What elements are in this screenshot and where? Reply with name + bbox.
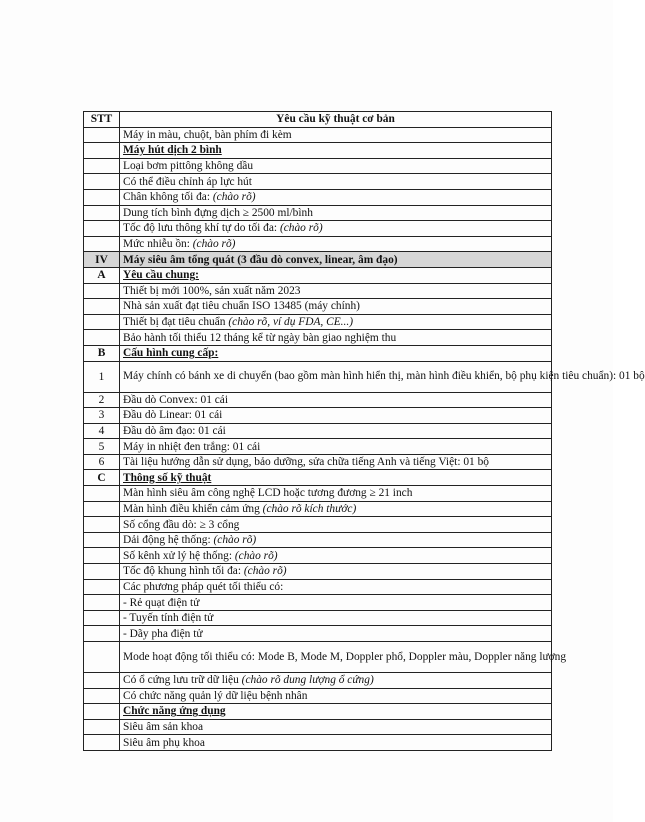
requirement-text: Máy hút dịch 2 bình xyxy=(123,144,222,157)
table-row xyxy=(84,532,552,548)
table-row xyxy=(84,252,552,268)
requirement-note: (chào rõ dung lượng ổ cứng) xyxy=(241,674,374,687)
table-row xyxy=(84,189,552,205)
requirement-text: - Rẻ quạt điện tử xyxy=(123,596,200,609)
requirement-note: (chào rõ) xyxy=(213,534,257,547)
requirement-text: Thiết bị đạt tiêu chuẩn xyxy=(123,316,229,329)
table-header xyxy=(84,112,552,128)
requirement-text: Mức nhiễu ồn: xyxy=(123,238,193,251)
requirement-cell xyxy=(120,642,567,673)
requirement-cell xyxy=(120,735,552,751)
requirement-cell xyxy=(120,501,552,517)
requirement-cell xyxy=(120,704,552,720)
table-row xyxy=(84,688,552,704)
table-body xyxy=(84,127,645,750)
requirement-text: Đầu dò âm đạo: 01 cái xyxy=(123,424,226,437)
table-row xyxy=(84,719,552,735)
table-row xyxy=(84,423,552,439)
requirement-text: Tốc độ khung hình tối đa: xyxy=(123,565,244,578)
requirement-text: Số kênh xử lý hệ thống: xyxy=(123,549,235,562)
requirement-cell xyxy=(120,626,552,642)
requirement-text: Màn hình siêu âm công nghệ LCD hoặc tương đương ≥ 21 inch xyxy=(123,487,413,500)
row-number xyxy=(84,610,120,626)
row-number: 6 xyxy=(84,454,120,470)
requirement-text: Có thể điều chỉnh áp lực hút xyxy=(123,175,252,188)
table-row xyxy=(84,642,552,673)
requirement-text: Yêu cầu chung: xyxy=(123,269,199,282)
requirement-cell xyxy=(120,143,552,159)
requirement-cell xyxy=(120,408,552,424)
requirement-cell xyxy=(120,673,552,689)
requirement-cell xyxy=(120,532,552,548)
requirement-cell xyxy=(120,517,552,533)
requirement-text: Máy chính có bánh xe di chuyển (bao gồm màn hình hiển thị, màn hình điều khiển, bộ phụ kiện tiêu chuẩn): 01 bộ xyxy=(123,370,645,382)
requirement-cell xyxy=(120,314,552,330)
requirement-cell xyxy=(120,174,552,190)
requirement-note: (chào rõ kích thước) xyxy=(262,502,357,515)
table-row xyxy=(84,283,552,299)
row-number: 3 xyxy=(84,408,120,424)
requirement-cell xyxy=(120,579,552,595)
requirement-text: Chân không tối đa: xyxy=(123,191,213,204)
requirement-text: Các phương pháp quét tối thiểu có: xyxy=(123,580,284,593)
row-number xyxy=(84,189,120,205)
requirement-note: (chào rõ) xyxy=(243,565,287,578)
table-row xyxy=(84,408,552,424)
row-number xyxy=(84,221,120,237)
row-number xyxy=(84,143,120,159)
requirement-cell xyxy=(120,423,552,439)
row-number xyxy=(84,299,120,315)
requirement-cell xyxy=(120,205,552,221)
row-number xyxy=(84,579,120,595)
requirement-cell xyxy=(120,486,552,502)
row-number: 5 xyxy=(84,439,120,455)
row-number xyxy=(84,517,120,533)
requirement-cell xyxy=(120,189,552,205)
row-number xyxy=(84,330,120,346)
table-row xyxy=(84,454,552,470)
table-row xyxy=(84,330,552,346)
row-number: IV xyxy=(84,252,120,268)
requirement-cell xyxy=(120,345,552,361)
requirement-cell xyxy=(120,158,552,174)
table-row xyxy=(84,174,552,190)
requirement-note: (chào rõ) xyxy=(212,191,256,204)
row-number xyxy=(84,642,120,673)
requirement-text: Máy in nhiệt đen trắng: 01 cái xyxy=(123,440,261,453)
table-row xyxy=(84,127,552,143)
row-number xyxy=(84,532,120,548)
requirement-cell xyxy=(120,252,552,268)
row-number: A xyxy=(84,267,120,283)
table-row xyxy=(84,314,552,330)
requirement-text: Tốc độ lưu thông khí tự do tối đa: xyxy=(123,222,280,235)
requirement-cell xyxy=(120,688,552,704)
table-row xyxy=(84,579,552,595)
row-number xyxy=(84,595,120,611)
row-number xyxy=(84,205,120,221)
requirement-text: Dải động hệ thống: xyxy=(123,534,214,547)
requirement-cell xyxy=(120,299,552,315)
requirement-text: - Dãy pha điện tử xyxy=(123,627,203,640)
table-row xyxy=(84,610,552,626)
table-row xyxy=(84,564,552,580)
header-stt: STT xyxy=(84,112,120,128)
table-row xyxy=(84,392,552,408)
requirement-text: Chức năng ứng dụng xyxy=(123,705,226,718)
requirement-text: Mode hoạt động tối thiểu có: Mode B, Mode M, Doppler phổ, Doppler màu, Doppler năng lượng xyxy=(123,650,567,663)
requirement-cell xyxy=(120,236,552,252)
requirement-text: Nhà sản xuất đạt tiêu chuẩn ISO 13485 (máy chính) xyxy=(123,300,360,313)
requirement-text: Loại bơm pittông không dầu xyxy=(123,160,254,173)
requirement-cell xyxy=(120,564,552,580)
requirement-text: Đầu dò Convex: 01 cái xyxy=(123,393,229,406)
header-requirements: Yêu cầu kỹ thuật cơ bản xyxy=(120,112,552,128)
requirement-note: (chào rõ, ví dụ FDA, CE...) xyxy=(228,316,353,329)
requirement-cell xyxy=(120,330,552,346)
table-row xyxy=(84,345,552,361)
requirement-note: (chào rõ) xyxy=(279,222,323,235)
row-number xyxy=(84,486,120,502)
requirement-text: Máy siêu âm tổng quát (3 đầu dò convex, linear, âm đạo) xyxy=(123,253,398,266)
row-number xyxy=(84,158,120,174)
requirement-text: Có chức năng quản lý dữ liệu bệnh nhân xyxy=(123,689,308,702)
requirement-cell xyxy=(120,454,552,470)
row-number: 4 xyxy=(84,423,120,439)
table-row xyxy=(84,221,552,237)
requirement-text: - Tuyến tính điện tử xyxy=(123,612,214,625)
table-row xyxy=(84,439,552,455)
row-number xyxy=(84,283,120,299)
requirement-cell xyxy=(120,221,552,237)
row-number xyxy=(84,501,120,517)
row-number xyxy=(84,735,120,751)
table-row xyxy=(84,735,552,751)
row-number: 2 xyxy=(84,392,120,408)
table-row xyxy=(84,501,552,517)
requirement-cell xyxy=(120,361,645,392)
row-number xyxy=(84,564,120,580)
table-row xyxy=(84,626,552,642)
requirement-text: Máy in màu, chuột, bàn phím đi kèm xyxy=(123,128,292,141)
requirement-cell xyxy=(120,470,552,486)
row-number xyxy=(84,673,120,689)
requirement-text: Bảo hành tối thiểu 12 tháng kể từ ngày bàn giao nghiệm thu xyxy=(123,331,397,344)
requirement-text: Siêu âm sản khoa xyxy=(123,721,204,734)
requirement-note: (chào rõ) xyxy=(234,549,278,562)
table-row xyxy=(84,143,552,159)
requirement-text: Cấu hình cung cấp: xyxy=(123,347,219,360)
row-number: B xyxy=(84,345,120,361)
requirement-text: Số cổng đầu dò: ≥ 3 cổng xyxy=(123,518,240,531)
requirement-text: Màn hình điều khiển cảm ứng xyxy=(123,502,263,515)
table-row xyxy=(84,205,552,221)
row-number xyxy=(84,548,120,564)
table-row xyxy=(84,361,552,392)
row-number xyxy=(84,626,120,642)
table-row xyxy=(84,158,552,174)
requirement-cell xyxy=(120,548,552,564)
table-row xyxy=(84,673,552,689)
row-number: C xyxy=(84,470,120,486)
requirement-cell xyxy=(120,127,552,143)
row-number xyxy=(84,688,120,704)
table-row xyxy=(84,704,552,720)
requirement-cell xyxy=(120,439,552,455)
requirement-text: Tài liệu hướng dẫn sử dụng, bảo dưỡng, sửa chữa tiếng Anh và tiếng Việt: 01 bộ xyxy=(123,456,489,469)
table-row xyxy=(84,236,552,252)
table-row xyxy=(84,267,552,283)
row-number xyxy=(84,236,120,252)
row-number xyxy=(84,314,120,330)
row-number xyxy=(84,174,120,190)
row-number xyxy=(84,127,120,143)
requirement-text: Đầu dò Linear: 01 cái xyxy=(123,409,223,422)
requirement-cell xyxy=(120,595,552,611)
row-number xyxy=(84,719,120,735)
requirement-note: (chào rõ) xyxy=(192,238,236,251)
requirement-text: Dung tích bình đựng dịch ≥ 2500 ml/bình xyxy=(123,206,313,219)
row-number xyxy=(84,704,120,720)
spec-table xyxy=(83,111,645,751)
table-row xyxy=(84,299,552,315)
requirement-cell xyxy=(120,610,552,626)
requirement-cell xyxy=(120,283,552,299)
requirement-cell xyxy=(120,392,552,408)
requirement-text: Thiết bị mới 100%, sản xuất năm 2023 xyxy=(123,284,301,297)
row-number: 1 xyxy=(84,361,120,392)
requirement-text: Có ổ cứng lưu trữ dữ liệu xyxy=(123,674,242,687)
table-row xyxy=(84,486,552,502)
requirement-text: Thông số kỹ thuật xyxy=(123,471,212,484)
table-row xyxy=(84,548,552,564)
requirement-text: Siêu âm phụ khoa xyxy=(123,736,205,749)
requirement-cell xyxy=(120,719,552,735)
table-row xyxy=(84,470,552,486)
table-row xyxy=(84,595,552,611)
requirement-cell xyxy=(120,267,552,283)
table-row xyxy=(84,517,552,533)
